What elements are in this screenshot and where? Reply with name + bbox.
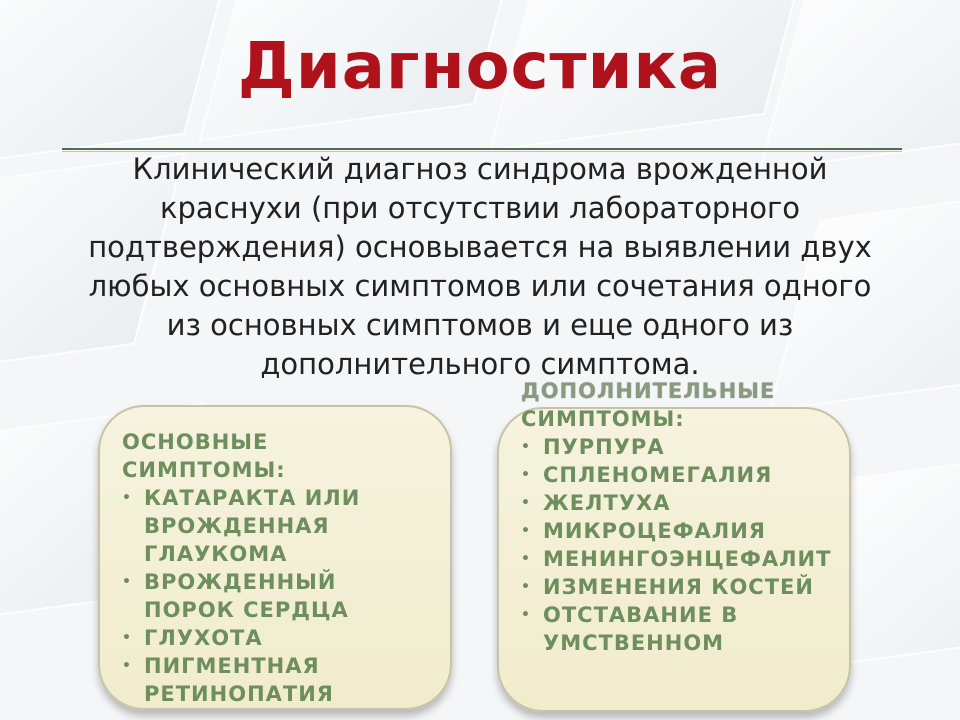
bullet-icon: • [521, 523, 531, 539]
bullet-icon: • [521, 579, 531, 595]
main-symptoms-heading: ОСНОВНЫЕ СИМПТОМЫ: [122, 430, 286, 482]
list-item-label: ЖЕЛТУХА [543, 491, 671, 515]
extra-symptoms-content [521, 377, 841, 657]
list-item-label: ВРОЖДЕННЫЙ ПОРОК СЕРДЦА [144, 570, 349, 622]
list-item [521, 461, 841, 489]
extra-heading-line1: ДОПОЛНИТЕЛЬНЫЕ [521, 379, 776, 403]
bullet-icon: • [521, 607, 531, 623]
list-item [521, 433, 841, 461]
list-item-label: ПУРПУРА [543, 435, 665, 459]
list-item-label: ГЛУХОТА [144, 626, 263, 650]
list-item-label: МЕНИНГОЭНЦЕФАЛИТ [543, 547, 832, 571]
bullet-icon: • [521, 467, 531, 483]
bullet-icon: • [122, 658, 132, 674]
list-item-label: СПЛЕНОМЕГАЛИЯ [543, 463, 773, 487]
list-item [521, 573, 841, 601]
list-item [122, 624, 422, 652]
extra-symptoms-heading [521, 377, 841, 433]
list-item [521, 517, 841, 545]
bullet-icon: • [521, 495, 531, 511]
main-symptoms-list [122, 484, 422, 708]
extra-symptoms-list [521, 433, 841, 657]
diagnosis-text: Клинический диагноз синдрома врожденной краснухи (при отсутствии лабораторного подтверждения) основывается на выявлении двух любых основных симптомов или сочетания одного из основных симптомов и еще одного из дополнительного симптома. [88, 152, 872, 381]
bullet-icon: • [122, 630, 132, 646]
slide-title: Диагностика [237, 30, 723, 104]
list-item-label: КАТАРАКТА ИЛИ ВРОЖДЕННАЯ ГЛАУКОМА [144, 486, 361, 566]
list-item [122, 652, 422, 708]
list-item-label: МИКРОЦЕФАЛИЯ [543, 519, 766, 543]
bullet-icon: • [122, 574, 132, 590]
list-item-label: ИЗМЕНЕНИЯ КОСТЕЙ [543, 575, 814, 599]
bullet-icon: • [122, 490, 132, 506]
bullet-icon: • [521, 439, 531, 455]
list-item-label: ПИГМЕНТНАЯ РЕТИНОПАТИЯ [144, 654, 334, 706]
main-symptoms-content [122, 428, 422, 708]
list-item [521, 545, 841, 573]
bullet-icon: • [521, 551, 531, 567]
list-item-label: ОТСТАВАНИЕ В УМСТВЕННОМ [543, 603, 739, 655]
extra-heading-line2: СИМПТОМЫ: [521, 407, 685, 431]
list-item [122, 568, 422, 624]
list-item [521, 489, 841, 517]
list-item [122, 484, 422, 568]
list-item [521, 601, 841, 657]
